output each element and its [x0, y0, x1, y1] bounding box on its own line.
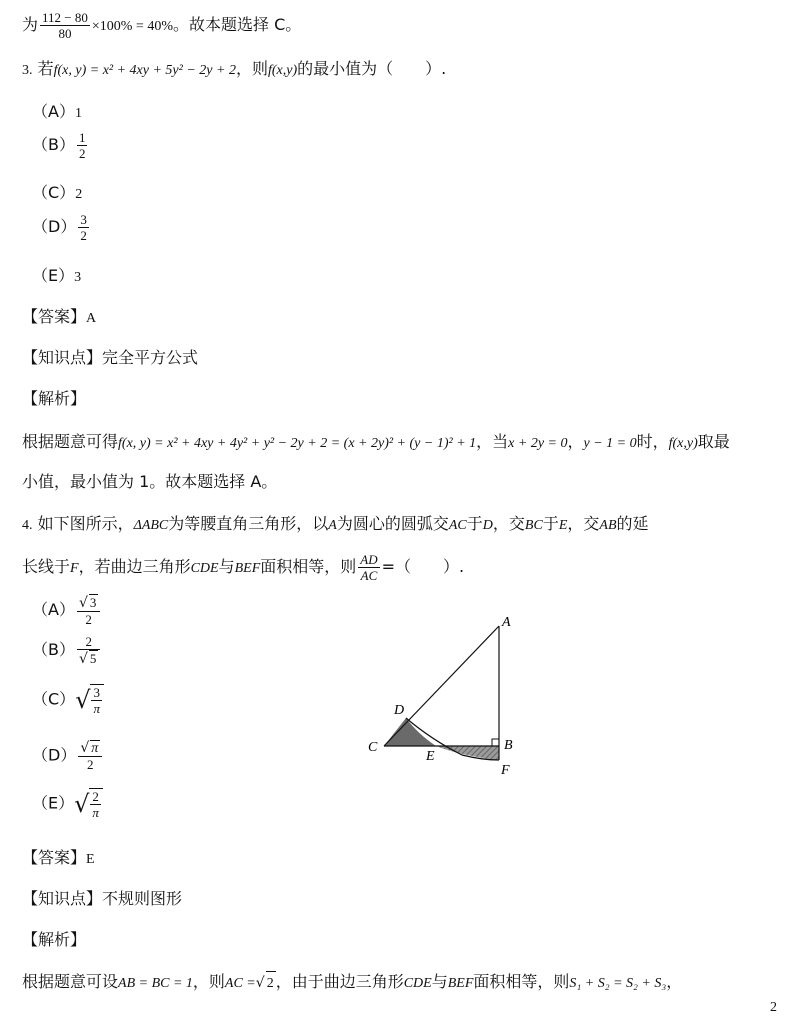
- math: x + 2y = 0: [508, 436, 568, 451]
- math: y − 1 = 0: [583, 436, 637, 451]
- text: ，则: [192, 972, 225, 991]
- q4-option-c: [32, 684, 106, 716]
- math: BC: [524, 518, 543, 533]
- q3-option-a: [32, 99, 82, 122]
- q3-analysis-label: [22, 387, 86, 411]
- math: S₁ + S₂ = S₂ + S₃: [569, 976, 667, 991]
- answer-label: 【答案】: [22, 848, 87, 867]
- triangle-figure: [362, 610, 532, 780]
- fraction-numerator: 2: [77, 634, 100, 650]
- label-a: A: [502, 615, 511, 630]
- text: 为等腰直角三角形，以: [168, 514, 329, 533]
- question-3-stem: [22, 57, 446, 83]
- q4-knowledge-point: [22, 887, 182, 911]
- question-4-stem-line1: [22, 512, 649, 538]
- math: E: [558, 518, 568, 533]
- q4-option-e: [32, 788, 105, 820]
- q3-analysis-line1: [22, 430, 730, 456]
- shaded-region-cde: [384, 718, 436, 746]
- fraction: [358, 552, 379, 583]
- math: AC: [448, 518, 467, 533]
- radical-sign: √: [75, 686, 91, 714]
- option-label: （A）: [32, 600, 75, 619]
- label-f: F: [501, 763, 510, 778]
- q3-knowledge-point: [22, 346, 198, 370]
- text: ，若曲边三角形: [78, 557, 191, 576]
- text: 。故本题选择 C。: [173, 15, 302, 34]
- text: ，交: [492, 514, 525, 533]
- text: ，当: [476, 432, 509, 451]
- option-label: （E）: [32, 793, 75, 813]
- q4-option-a: [32, 594, 102, 627]
- text: 面积相等，则: [473, 972, 570, 991]
- q3-analysis-line2: [22, 470, 277, 494]
- text: ，交: [567, 514, 600, 533]
- math: CDE: [403, 976, 432, 991]
- option-value: 3: [74, 270, 82, 285]
- label-d: D: [394, 703, 405, 718]
- right-angle-mark: [492, 739, 499, 746]
- analysis-label: 【解析】: [22, 389, 87, 408]
- radicand: 2: [266, 971, 276, 996]
- radical-sign: √: [78, 651, 88, 667]
- text: 于: [542, 514, 559, 533]
- math: F: [70, 561, 79, 576]
- label-e: E: [426, 749, 435, 764]
- fraction-numerator: [78, 740, 102, 757]
- option-label: （D）: [32, 217, 77, 236]
- answer-value: A: [86, 311, 97, 326]
- answer-label: 【答案】: [22, 307, 87, 326]
- q4-analysis-label: [22, 928, 86, 952]
- math: A: [328, 518, 337, 533]
- fraction: [77, 594, 100, 627]
- fraction: [77, 634, 100, 667]
- option-label: （A）: [32, 102, 75, 121]
- math: f(x, y) = x² + 4xy + 5y² − 2y + 2: [53, 63, 236, 78]
- text: 于: [466, 514, 483, 533]
- q4-option-b: [32, 634, 102, 667]
- page-number: 2: [770, 1000, 777, 1015]
- radical-fraction: [89, 788, 103, 820]
- text: 时，: [636, 432, 669, 451]
- q3-answer: [22, 305, 96, 331]
- text: ，则: [235, 59, 268, 78]
- fraction: [77, 130, 88, 161]
- radicand: π: [91, 741, 99, 756]
- fraction-numerator: AD: [360, 552, 378, 567]
- q3-option-c: [32, 180, 82, 203]
- text: ，: [666, 972, 683, 991]
- text: 小值，最小值为 1。故本题选择 A。: [22, 472, 278, 491]
- fraction-denominator: π: [93, 701, 100, 716]
- text: 根据题意可设: [22, 972, 119, 991]
- q3-option-d: [32, 212, 91, 243]
- text: ，由于曲边三角形: [275, 972, 404, 991]
- q3-option-b: [32, 130, 89, 161]
- q3-option-e: [32, 263, 81, 286]
- option-label: （C）: [32, 183, 76, 202]
- radicand: 3: [89, 595, 97, 610]
- text: 的延: [616, 514, 649, 533]
- fraction-numerator: 2: [90, 789, 101, 805]
- radical-sign: √: [255, 975, 265, 991]
- kp-value: 完全平方公式: [102, 348, 199, 367]
- fraction-denominator: 2: [80, 228, 87, 243]
- side-ac: [384, 626, 499, 746]
- text: 若: [37, 59, 54, 78]
- math: f(x,y): [267, 63, 298, 78]
- text: 与: [431, 972, 448, 991]
- fraction-denominator: AC: [360, 568, 378, 583]
- fraction: [40, 10, 90, 41]
- answer-value: E: [86, 852, 95, 867]
- radical-sign: √: [74, 790, 90, 818]
- fraction-denominator: π: [92, 805, 99, 820]
- q4-option-d: [32, 740, 104, 772]
- fraction-numerator: 3: [80, 212, 87, 227]
- math: f(x,y): [668, 436, 698, 451]
- radical-sign: √: [80, 740, 90, 756]
- text: 根据题意可得: [22, 432, 119, 451]
- text: =（ ）.: [381, 557, 465, 576]
- fraction-numerator: 3: [91, 685, 102, 701]
- fraction-denominator: 2: [78, 146, 86, 161]
- fraction-numerator: 1: [78, 130, 86, 145]
- math: f(x, y) = x² + 4xy + 4y² + y² − 2y + 2 = (x + 2y)² + (y − 1)² + 1: [118, 436, 477, 451]
- fraction-numerator: 112 − 80: [42, 10, 88, 25]
- fraction-numerator: [77, 594, 100, 612]
- math: AB = BC = 1: [118, 976, 193, 991]
- text: 如下图所示，: [37, 514, 134, 533]
- option-value: 2: [75, 187, 83, 202]
- radicand: 5: [89, 651, 97, 666]
- text: 为: [22, 15, 39, 34]
- text: 的最小值为（ ）.: [297, 59, 447, 78]
- prev-answer-line: [22, 10, 301, 41]
- fraction: [78, 212, 89, 243]
- radical-sign: √: [78, 595, 88, 611]
- fraction-denominator: [77, 650, 100, 667]
- text: ，: [567, 432, 584, 451]
- option-label: （B）: [32, 640, 75, 659]
- text: 面积相等，则: [260, 557, 357, 576]
- kp-label: 【知识点】: [22, 348, 103, 367]
- text: 与: [218, 557, 235, 576]
- option-label: （D）: [32, 745, 77, 765]
- math: BEF: [234, 561, 261, 576]
- option-label: （E）: [32, 266, 75, 285]
- kp-label: 【知识点】: [22, 889, 103, 908]
- math: AC =: [224, 976, 256, 991]
- math: AB: [599, 518, 617, 533]
- math: D: [482, 518, 493, 533]
- label-b: B: [504, 738, 513, 753]
- analysis-label: 【解析】: [22, 930, 87, 949]
- label-c: C: [368, 740, 378, 755]
- q4-analysis-line1: [22, 970, 682, 996]
- option-value: 1: [74, 106, 82, 121]
- option-label: （B）: [32, 135, 75, 154]
- fraction-denominator: 2: [85, 612, 92, 627]
- question-number: 4.: [22, 518, 33, 533]
- question-4-stem-line2: [22, 552, 464, 583]
- option-label: （C）: [32, 689, 76, 709]
- question-number: 3.: [22, 63, 33, 78]
- text: 长线于: [22, 557, 71, 576]
- text: 为圆心的圆弧交: [336, 514, 449, 533]
- fraction: [78, 740, 102, 772]
- fraction-denominator: 80: [58, 26, 72, 41]
- kp-value: 不规则图形: [102, 889, 183, 908]
- math: BEF: [447, 976, 474, 991]
- fraction-denominator: 2: [87, 757, 94, 772]
- radical-fraction: [90, 684, 104, 716]
- text: 取最: [697, 432, 730, 451]
- q4-answer: [22, 846, 95, 872]
- math: CDE: [190, 561, 219, 576]
- math: ΔABC: [133, 518, 169, 533]
- shaded-region-bef: [436, 746, 499, 760]
- math: ×100% = 40%: [91, 19, 173, 34]
